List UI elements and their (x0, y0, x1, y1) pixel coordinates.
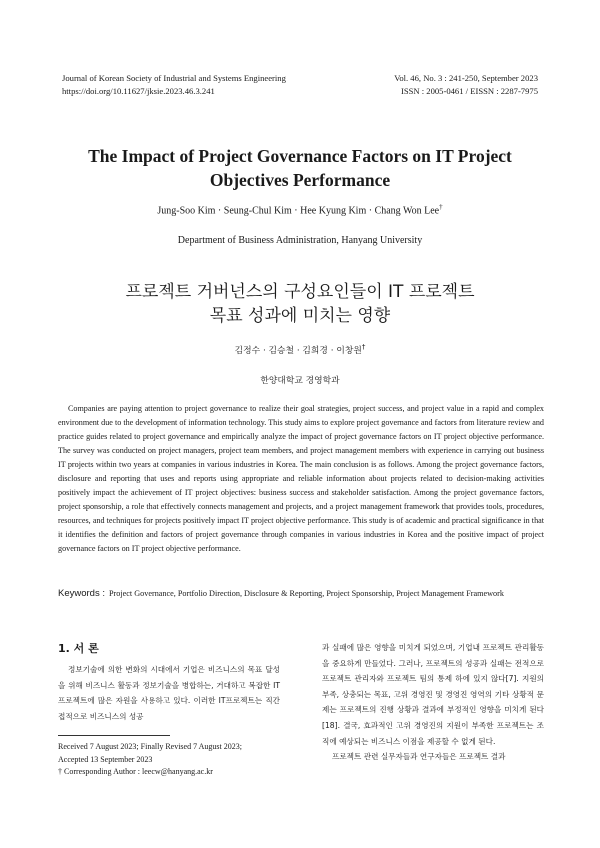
authors-english (40, 203, 560, 216)
affiliation-english: Department of Business Administration, Hanyang University (177, 235, 423, 246)
accepted-date: Accepted 13 September 2023 (58, 754, 153, 764)
keywords-text: Project Governance, Portfolio Direction, Disclosure & Reporting, Project Sponsorship, Project Management Framework (109, 589, 504, 598)
title-english-line1: The Impact of Project Governance Factors on IT Project (88, 146, 512, 166)
keywords-label: Keywords : (58, 588, 105, 599)
corresponding-author-text: Corresponding Author : leecw@hanyang.ac.kr (64, 767, 213, 776)
corresponding-mark: † (439, 203, 443, 211)
doi-link[interactable]: https://doi.org/10.11627/jksie.2023.46.3.241 (62, 86, 215, 96)
journal-header (62, 72, 286, 98)
title-korean (40, 280, 560, 328)
title-korean-line1: 프로젝트 거버넌스의 구성요인들이 IT 프로젝트 (125, 282, 475, 302)
intro-paragraph-right: 과 실패에 많은 영향을 미치게 되었으며, 기업내 프로젝트 관리활동을 중요하게 만들었다. 그러나, 프로젝트의 성공과 실패는 전적으로 프로젝트 관리자와 프로젝트 팀의 통제 하에 있지 않다[7]. 지원의 부족, 상충되는 목표, 고위 경영진 및 경영진 영역의 기타 상황적 문제는 프로젝트의 진행 상황과 결과에 부정적인 영향을 미치게 된다[18]. 결국, 효과적인 고위 경영진의 지원이 부족한 프로젝트는 조직에 예상되는 비즈니스 이점을 제공할 수 없게 된다. (322, 643, 544, 746)
abstract: Companies are paying attention to project governance to realize their goal strategies, project success, and project value in a rapid and complex environment due to the development of information technology. This study aims to explore project governance and factors from literature review and practice guides related to project governance and empirically analyze the impact of project governance factors on IT project objective performance. The survey was conducted on project managers, project team members, and project management members with experience in carrying out business IT projects within two years at companies in various industries in Korea. The main conclusion is as follows. Among the project governance factors, disclosure and reporting that uses and reports using appropriate and reliable information about projects related to decision-making activities positively impact the achievement of IT project objectives: business success and stakeholder satisfaction. Among the project governance factors, project sponsorship, a role that effectively connects management and projects, and a project management framework that provides tools, procedures, resources, and techniques for projects positively impact IT project objective performance. This study is of academic and practical significance in that it identifies the definition and factors of project governance through companies in various industries in Korea and the positive impact of project governance factors on IT project objective performance. (58, 404, 544, 553)
corresponding-author (58, 766, 288, 779)
authors-korean (40, 343, 560, 356)
corresponding-mark-korean: † (361, 343, 366, 352)
title-korean-line2: 목표 성과에 미치는 영향 (209, 306, 391, 326)
footnotes (58, 741, 288, 779)
keywords (58, 587, 544, 601)
issn-info: ISSN : 2005-0461 / EISSN : 2287-7975 (400, 86, 538, 96)
volume-info: Vol. 46, No. 3 : 241-250, September 2023 (394, 73, 538, 83)
title-english-line2: Objectives Performance (209, 170, 391, 190)
journal-name: Journal of Korean Society of Industrial and Systems Engineering (62, 73, 286, 83)
title-english (40, 144, 560, 192)
section-heading: 1. 서 론 (58, 642, 99, 655)
affiliation-korean: 한양대학교 경영학과 (260, 376, 340, 386)
authors-korean-names: 김정수 · 김승철 · 김희경 · 이창원 (234, 346, 362, 356)
corresponding-author-mark: † (58, 767, 62, 776)
intro-paragraph-left: 정보기술에 의한 변화의 시대에서 기업은 비즈니스의 목표 달성을 위해 비즈니스 활동과 정보기술을 병합하는, 거대하고 복잡한 IT프로젝트에 많은 자원을 사용하고 있다. 이러한 IT프로젝트는 직간접적으로 비즈니스의 성공 (58, 665, 280, 721)
received-date: Received 7 August 2023; Finally Revised 7 August 2023; (58, 742, 242, 751)
issue-header (394, 72, 538, 98)
authors-english-names: Jung-Soo Kim · Seung-Chul Kim · Hee Kyung Kim · Chang Won Lee (157, 205, 440, 217)
intro-paragraph-right-2: 프로젝트 관련 실무자들과 연구자들은 프로젝트 결과 (332, 752, 506, 762)
footnote-divider (58, 735, 170, 736)
column-right (322, 640, 544, 765)
column-left (58, 640, 280, 724)
